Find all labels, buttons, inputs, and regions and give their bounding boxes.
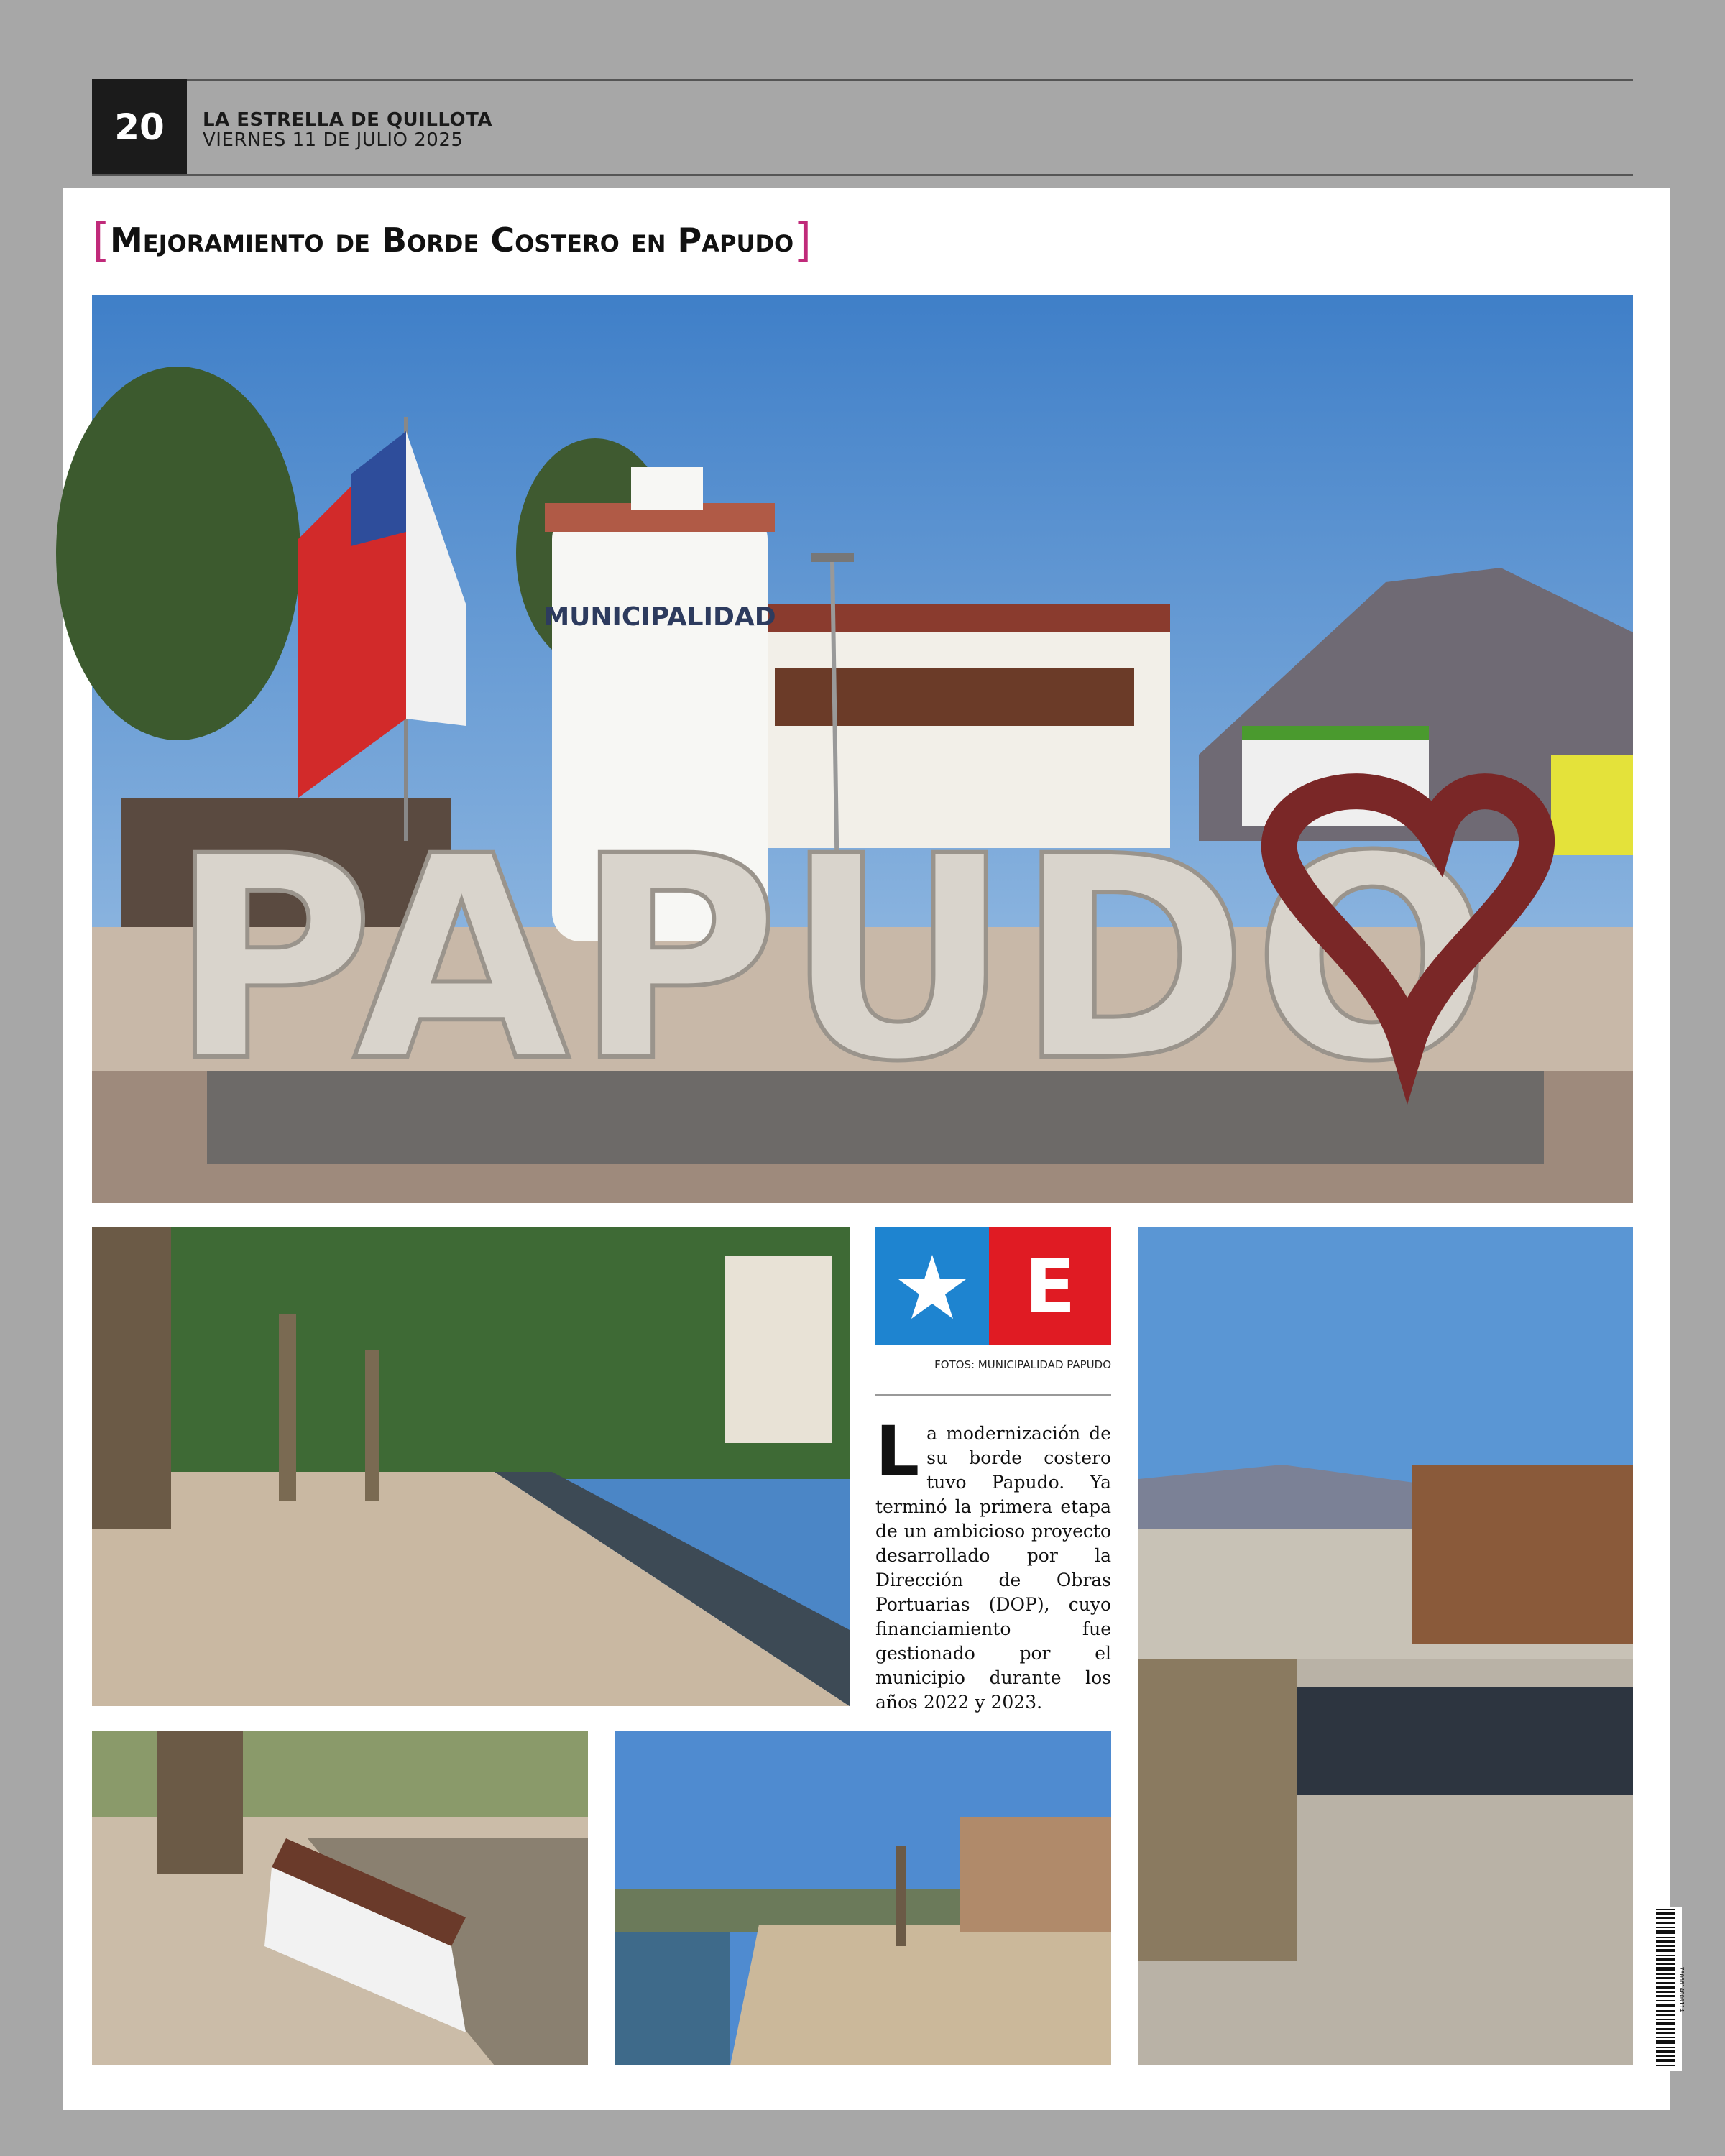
- main-photo-papudo-sign: [92, 295, 1633, 1203]
- article-headline: [92, 214, 811, 267]
- article-body-text: a modernización de su borde costero tuvo Papudo. Ya terminó la primera etapa de un ambicioso proyecto desarrollado por la Dirección de Obras Portuarias (DOP), cuyo financiamiento fue gestionado por el municipio durante los años 2022 y 2023.: [875, 1423, 1111, 1713]
- papudo-sculpture-letters: PAPUDO: [169, 796, 1496, 1123]
- bracket-open: [: [92, 214, 110, 267]
- newspaper-logo-letter: E: [989, 1227, 1111, 1345]
- page-number: 20: [92, 79, 187, 175]
- publication-date: VIERNES 11 DE JULIO 2025: [203, 129, 464, 151]
- barcode-number: 7806614000114: [1678, 1966, 1685, 2012]
- photo-promenade: [92, 1227, 850, 1706]
- credit-rule: [875, 1394, 1111, 1396]
- photo-bench: [92, 1731, 588, 2065]
- drop-cap: L: [875, 1411, 920, 1492]
- municipalidad-sign: MUNICIPALIDAD: [543, 602, 776, 632]
- publication-name: LA ESTRELLA DE QUILLOTA: [203, 109, 492, 131]
- headline-text: Mejoramiento de Borde Costero en Papudo: [109, 221, 794, 259]
- bracket-close: ]: [794, 214, 812, 267]
- photo-coastal-railing: [1138, 1227, 1633, 2065]
- photo-seafront-walkway: [615, 1731, 1111, 2065]
- newspaper-logo-star: [875, 1227, 989, 1345]
- photo-credit: FOTOS: MUNICIPALIDAD PAPUDO: [934, 1358, 1111, 1371]
- header-top-rule: [92, 79, 1633, 81]
- article-body: [875, 1411, 1111, 1715]
- header-bottom-rule: [92, 174, 1633, 176]
- barcode: [1655, 1907, 1685, 2071]
- star-icon: [898, 1255, 966, 1319]
